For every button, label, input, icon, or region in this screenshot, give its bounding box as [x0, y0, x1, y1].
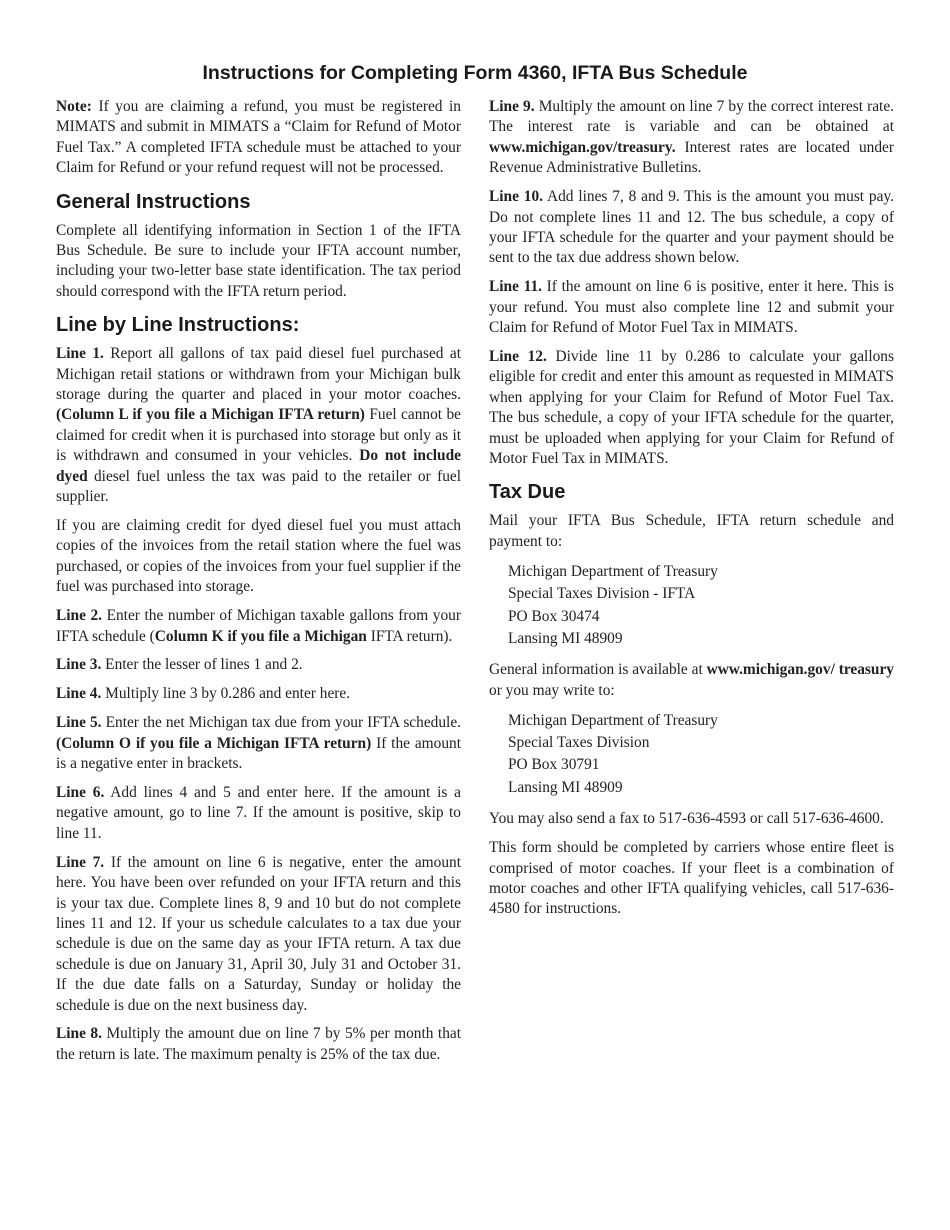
treasury-website: www.michigan.gov/ treasury [706, 661, 894, 679]
tax-due-address [508, 561, 894, 651]
right-column [489, 97, 894, 928]
line-6-instruction: Line 6. Add lines 4 and 5 and enter here. If the amount is a negative amount, go to line 7. If the amount is positive, skip to line 11. [56, 783, 462, 842]
address-line: Special Taxes Division [508, 734, 650, 752]
address-line: Special Taxes Division - IFTA [508, 585, 696, 603]
left-column [56, 97, 461, 1074]
address-line: PO Box 30791 [508, 756, 600, 774]
dyed-fuel-paragraph: If you are claiming credit for dyed diesel fuel you must attach copies of the invoices from the retail station where the fuel was purchased, or copies of the invoices from your fuel supplier if the fuel was purchased into storage. [56, 517, 461, 596]
page-title: Instructions for Completing Form 4360, IFTA Bus Schedule [202, 62, 748, 84]
line-11-instruction: Line 11. If the amount on line 6 is positive, enter it here. This is your refund. You must also complete line 12 and submit your Claim for Refund of Motor Fuel Tax in MIMATS. [489, 278, 894, 337]
line-8-instruction: Line 8. Multiply the amount due on line 7 by 5% per month that the return is late. The maximum penalty is 25% of the tax due. [56, 1025, 461, 1063]
address-line: Lansing MI 48909 [508, 778, 623, 796]
address-line: PO Box 30474 [508, 607, 600, 625]
line-7-instruction: Line 7. If the amount on line 6 is negative, enter the amount here. You have been over refunded on your IFTA return and this is your tax due. Complete lines 8, 9 and 10 but do not complete lines 11 and 12. If your us schedule calculates to a tax due your schedule is due on the same day as your IFTA return. A tax due schedule is due on January 31, April 30, July 31 and October 31. If the due date falls on a Saturday, Sunday or holiday the schedule is due on the next business day. [56, 853, 461, 1014]
line-5-instruction: Line 5. Enter the net Michigan tax due from your IFTA schedule. (Column O if you file a Michigan IFTA return) If the amount is a negative enter in brackets. [56, 714, 462, 773]
general-info-paragraph: General information is available at www.michigan.gov/ treasury or you may write to: [489, 661, 894, 699]
line-2-instruction: Line 2. Enter the number of Michigan taxable gallons from your IFTA schedule (Column K if you file a Michigan IFTA return). [56, 607, 461, 645]
line-12-instruction: Line 12. Divide line 11 by 0.286 to calculate your gallons eligible for credit and enter this amount as requested in MIMATS when applying for your Claim for Refund of Motor Fuel Tax. The bus schedule, a copy of your IFTA schedule for the quarter, must be uploaded when applying for your Claim for Refund of Motor Fuel Tax in MIMATS. [489, 347, 894, 467]
general-info-address [508, 710, 894, 800]
line-by-line-heading: Line by Line Instructions: [56, 314, 300, 337]
address-line: Michigan Department of Treasury [508, 562, 718, 580]
line-1-instruction: Line 1. Report all gallons of tax paid diesel fuel purchased at Michigan retail stations or withdrawn from your Michigan bulk storage during the quarter and placed in your motor coaches. (Column L if you file a Michigan IFTA return) Fuel cannot be claimed for credit when it is purchased into storage but only as it is withdrawn and consumed in your vehicles. Do not include dyed diesel fuel unless the tax was paid to the retailer or fuel supplier. [56, 345, 462, 506]
fax-contact-paragraph: You may also send a fax to 517-636-4593 or call 517-636-4600. [489, 810, 884, 828]
line-4-instruction: Line 4. Multiply line 3 by 0.286 and enter here. [56, 685, 351, 703]
treasury-link: www.michigan.gov/treasury. [489, 138, 676, 156]
tax-due-heading: Tax Due [489, 481, 566, 504]
general-instructions-heading: General Instructions [56, 190, 251, 213]
note-paragraph: Note: If you are claiming a refund, you must be registered in MIMATS and submit in MIMATS a “Claim for Refund of Motor Fuel Tax.” A completed IFTA schedule must be attached to your Claim for Refund or your refund request will not be processed. [56, 98, 461, 177]
line-9-instruction: Line 9. Multiply the amount on line 7 by the correct interest rate. The interest rate is variable and can be obtained at www.michigan.gov/treasury. Interest rates are located under Revenue Administrative Bulletins. [489, 98, 894, 177]
address-line: Michigan Department of Treasury [508, 711, 718, 729]
line-3-instruction: Line 3. Enter the lesser of lines 1 and 2. [56, 656, 303, 674]
mail-instructions: Mail your IFTA Bus Schedule, IFTA return schedule and payment to: [489, 512, 894, 550]
address-line: Lansing MI 48909 [508, 629, 623, 647]
fleet-paragraph: This form should be completed by carriers whose entire fleet is comprised of motor coaches. If your fleet is a combination of motor coaches and other IFTA qualifying vehicles, call 517-636-4580 for instructions. [489, 839, 894, 918]
general-instructions-text: Complete all identifying information in Section 1 of the IFTA Bus Schedule. Be sure to include your IFTA account number, including your two-letter base state identification. The tax period should correspond with the IFTA return period. [56, 221, 461, 300]
line-10-instruction: Line 10. Add lines 7, 8 and 9. This is the amount you must pay. Do not complete lines 11 and 12. The bus schedule, a copy of your IFTA schedule for the quarter and your payment should be sent to the tax due address shown below. [489, 188, 894, 267]
